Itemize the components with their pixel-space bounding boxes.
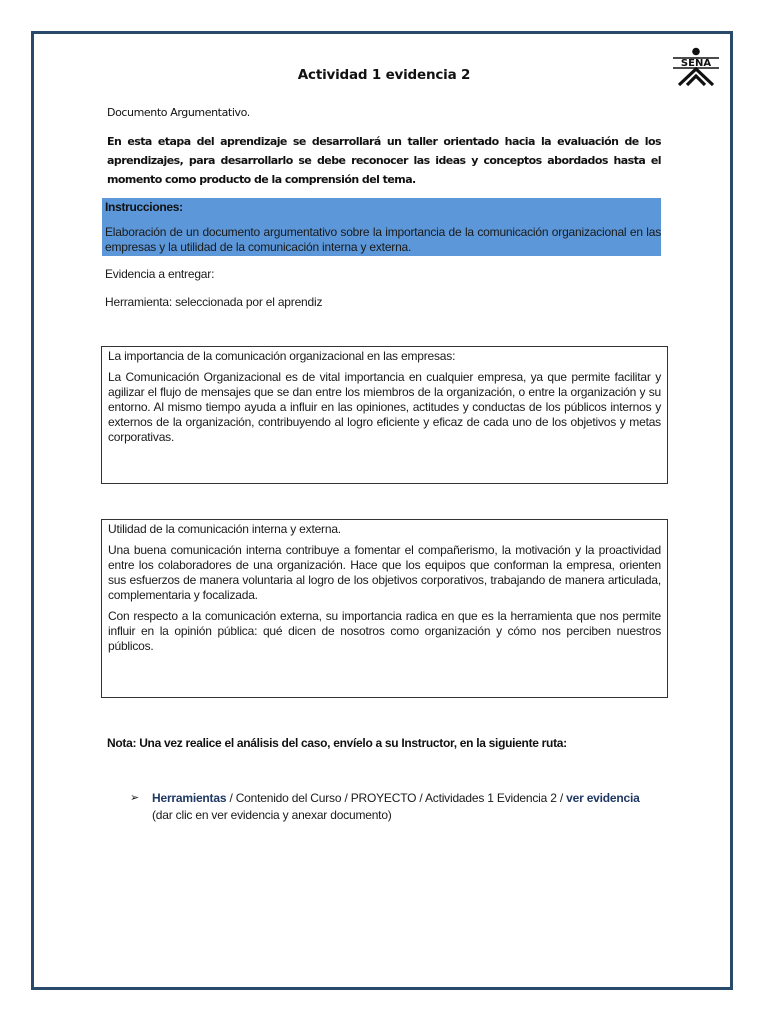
instructions-title: Instrucciones: xyxy=(105,200,183,214)
link-ver-evidencia[interactable]: ver evidencia xyxy=(566,791,640,805)
external-communication-paragraph: Con respecto a la comunicación externa, su importancia radica en que es la herramienta que nos permite influir en la opinión pública: qué dicen de nosotros como organización y cómo nos perciben nuestros públicos. xyxy=(108,609,661,653)
evidence-label: Evidencia a entregar: xyxy=(105,267,215,281)
document-type: Documento Argumentativo. xyxy=(107,106,250,119)
link-herramientas[interactable]: Herramientas xyxy=(152,791,227,805)
importance-box-title: La importancia de la comunicación organizacional en las empresas: xyxy=(108,349,456,363)
route-instruction: (dar clic en ver evidencia y anexar documento) xyxy=(152,808,392,822)
submission-note: Nota: Una vez realice el análisis del caso, envíelo a su Instructor, en la siguiente ruta: xyxy=(107,736,567,750)
page-title: Actividad 1 evidencia 2 xyxy=(297,67,471,83)
internal-communication-paragraph: Una buena comunicación interna contribuye a fomentar el compañerismo, la motivación y la proactividad entre los colaboradores de una organización. Hace que los equipos que conforman la empresa, orienten sus esfuerzos de manera voluntaria al logro de los objetivos corporativos, trabajando de manera articulada, complementaria y focalizada. xyxy=(108,543,661,602)
route-text xyxy=(152,790,652,824)
tool-label: Herramienta: seleccionada por el aprendiz xyxy=(105,295,323,309)
route-path: / Contenido del Curso / PROYECTO / Actividades 1 Evidencia 2 / xyxy=(226,791,567,805)
importance-box xyxy=(101,346,668,484)
importance-paragraph: La Comunicación Organizacional es de vital importancia en cualquier empresa, ya que permite facilitar y agilizar el flujo de mensajes que se dan entre los miembros de la organización, o entre la organización y su entorno. Al mismo tiempo ayuda a influir en las opiniones, actitudes y conductas de los públicos internos y externos de la organización, contribuyendo al logro eficiente y eficaz de cada uno de los objetivos y metas corporativas. xyxy=(108,370,661,444)
utility-box-title: Utilidad de la comunicación interna y externa. xyxy=(108,522,341,536)
instructions-text: Elaboración de un documento argumentativo sobre la importancia de la comunicación organizacional en las empresas y la utilidad de la comunicación interna y externa. xyxy=(105,225,661,254)
svg-text:SENA: SENA xyxy=(680,58,712,69)
arrow-bullet-icon: ➢ xyxy=(130,792,140,804)
intro-paragraph: En esta etapa del aprendizaje se desarrollará un taller orientado hacia la evaluación de los aprendizajes, para desarrollarlo se debe reconocer las ideas y conceptos abordados hasta el momento como producto de la comprensión del tema. xyxy=(107,135,661,186)
utility-box xyxy=(101,519,668,698)
